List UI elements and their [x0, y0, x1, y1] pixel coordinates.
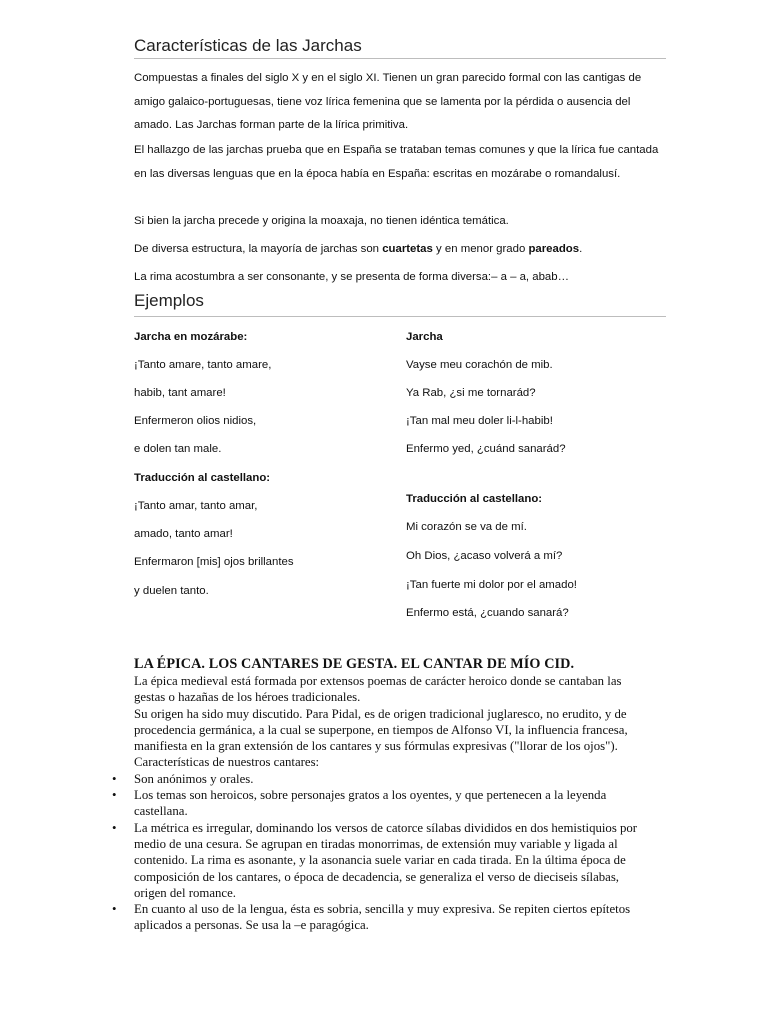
- bullet-icon: •: [112, 902, 117, 917]
- jarcha-translation-line: Mi corazón se va de mí.: [406, 521, 527, 533]
- list-item: [112, 901, 639, 934]
- mozarabe-line: habib, tant amare!: [134, 387, 226, 399]
- paragraph-moaxaja: Si bien la jarcha precede y origina la moaxaja, no tienen idéntica temática.: [134, 215, 509, 227]
- ejemplos-divider: [134, 316, 666, 317]
- structure-text-e: .: [579, 243, 583, 255]
- structure-cuartetas: cuartetas: [382, 243, 433, 255]
- mozarabe-translation-line: ¡Tanto amar, tanto amar,: [134, 500, 258, 512]
- jarcha-translation-line: ¡Tan fuerte mi dolor por el amado!: [406, 579, 577, 591]
- paragraph-rhyme: La rima acostumbra a ser consonante, y se presenta de forma diversa:– a – a, abab…: [134, 271, 569, 283]
- mozarabe-translation-line: amado, tanto amar!: [134, 528, 233, 540]
- section-title-jarchas: Características de las Jarchas: [134, 36, 362, 55]
- paragraph-structure: [134, 238, 666, 262]
- structure-text-a: De diversa estructura, la mayoría de jarchas son: [134, 243, 383, 255]
- section-title-epica: LA ÉPICA. LOS CANTARES DE GESTA. EL CANTAR DE MÍO CID.: [134, 656, 575, 672]
- mozarabe-translation-heading: Traducción al castellano:: [134, 472, 271, 484]
- epica-paragraph-origin: Su origen ha sido muy discutido. Para Pidal, es de origen tradicional juglaresco, no erudito, y de procedencia germánica, a la cual se superpone, en tiempos de Alfonso VI, la influencia francesa, manifiesta en la gran extensión de los cantares y sus fórmulas expresivas ("llorar de los ojos").: [134, 706, 628, 754]
- epica-body: [112, 673, 639, 934]
- mozarabe-translation-line: y duelen tanto.: [134, 585, 209, 597]
- section-title-ejemplos: Ejemplos: [134, 291, 204, 310]
- list-item-text: Son anónimos y orales.: [134, 771, 254, 786]
- bullet-icon: •: [112, 771, 117, 786]
- jarcha-line: ¡Tan mal meu doler li-l-habib!: [406, 415, 553, 427]
- epica-paragraph-definition: La épica medieval está formada por extensos poemas de carácter heroico donde se cantaban las gestas o hazañas de los héroes tradicionales.: [134, 674, 622, 705]
- mozarabe-translation-line: Enfermaron [mis] ojos brillantes: [134, 556, 294, 568]
- mozarabe-heading: Jarcha en mozárabe:: [134, 331, 248, 343]
- jarcha-line: Ya Rab, ¿si me tornarád?: [406, 387, 536, 399]
- jarcha-heading: Jarcha: [406, 331, 443, 343]
- structure-pareados: pareados: [528, 243, 580, 255]
- mozarabe-line: e dolen tan male.: [134, 443, 222, 455]
- list-item: [112, 771, 639, 787]
- paragraph-composition: Compuestas a finales del siglo X y en el siglo XI. Tienen un gran parecido formal con las cantigas de amigo galaico-portuguesas, tiene voz lírica femenina que se lamenta por la pérdida o ausencia del amado. Las Jarchas forman parte de la lírica primitiva.: [134, 72, 642, 131]
- epica-features-list: [112, 771, 639, 934]
- jarcha-translation-line: Enfermo está, ¿cuando sanará?: [406, 607, 569, 619]
- list-item-text: La métrica es irregular, dominando los versos de catorce sílabas divididos en dos hemistiquios por medio de una cesura. Se agrupan en tiradas monorrimas, de extensión muy variable y ligada al contenido. La rima es asonante, y la asonancia suele variar en cada tirada. En la última época de composición de los cantares, o época de decadencia, se generaliza el verso de dieciseis sílabas, origen del romance.: [134, 820, 638, 900]
- bullet-icon: •: [112, 788, 117, 803]
- list-item-text: En cuanto al uso de la lengua, ésta es sobria, sencilla y muy expresiva. Se repiten ciertos epítetos aplicados a personas. Se usa la –e paragógica.: [134, 902, 631, 933]
- list-item: [112, 787, 639, 820]
- jarcha-line: Enfermo yed, ¿cuánd sanarád?: [406, 443, 566, 455]
- epica-paragraph-features-intro: Características de nuestros cantares:: [134, 755, 320, 770]
- list-item-text: Los temas son heroicos, sobre personajes gratos a los oyentes, y que pertenecen a la leyenda castellana.: [134, 788, 607, 819]
- jarcha-translation-heading: Traducción al castellano:: [406, 493, 543, 505]
- jarcha-translation-line: Oh Dios, ¿acaso volverá a mí?: [406, 550, 563, 562]
- title-divider: [134, 58, 666, 59]
- paragraph-discovery: El hallazgo de las jarchas prueba que en España se trataban temas comunes y que la lírica fue cantada en las diversas lenguas que en la época había en España: escritas en mozárabe o romandalusí.: [134, 144, 659, 180]
- list-item: [112, 820, 639, 901]
- jarcha-line: Vayse meu corachón de mib.: [406, 359, 553, 371]
- mozarabe-line: ¡Tanto amare, tanto amare,: [134, 359, 272, 371]
- bullet-icon: •: [112, 820, 117, 835]
- structure-text-c: y en menor grado: [432, 243, 529, 255]
- mozarabe-line: Enfermeron olios nidios,: [134, 415, 257, 427]
